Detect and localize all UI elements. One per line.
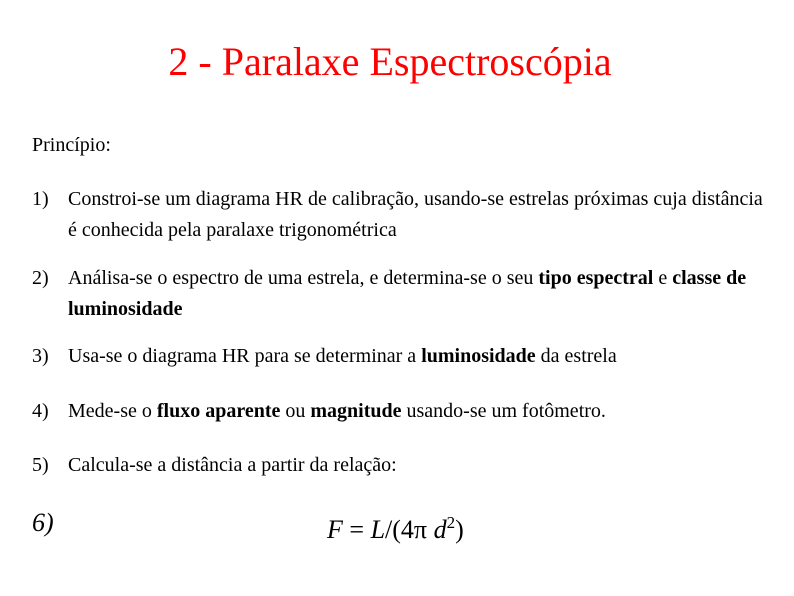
item-number: 3)	[32, 345, 49, 367]
text-run: Análisa-se o espectro de uma estrela, e determina-se o seu	[68, 267, 539, 289]
formula-exponent: 2	[446, 513, 456, 532]
emphasis-tipo-espectral: tipo espectral	[538, 267, 654, 289]
emphasis-magnitude: magnitude	[310, 400, 402, 422]
item-text	[68, 341, 772, 372]
item-number: 5)	[32, 454, 49, 476]
emphasis-fluxo-aparente: fluxo aparente	[156, 400, 281, 422]
list-item-4	[32, 396, 772, 427]
text-run: ou	[280, 400, 311, 422]
text-run: Usa-se o diagrama HR para se determinar a	[68, 345, 422, 367]
list-item-2	[32, 263, 772, 325]
list-item-3	[32, 341, 772, 372]
text-run: e	[653, 267, 673, 289]
item-text: Constroi-se um diagrama HR de calibração, usando-se estrelas próximas cuja distância é conhecida pela paralaxe trigonométrica	[68, 188, 763, 241]
item-number: 1)	[32, 188, 49, 210]
list-item-5	[32, 450, 772, 481]
text-run: usando-se um fotômetro.	[401, 400, 606, 422]
slide-title: 2 - Paralaxe Espectroscópia	[168, 39, 612, 84]
item-text: Calcula-se a distância a partir da relação:	[68, 454, 397, 476]
formula-equals: =	[342, 515, 371, 544]
emphasis-luminosidade: luminosidade	[421, 345, 536, 367]
flux-formula	[327, 505, 464, 548]
formula-open: /(4	[385, 515, 414, 544]
principle-label: Princípio:	[32, 134, 111, 156]
emphasis-classe-luminosidade: classe de luminosidade	[68, 267, 747, 320]
formula-pi: π	[413, 515, 428, 544]
item-6-number: 6)	[32, 508, 54, 537]
item-text	[68, 263, 772, 325]
formula-luminosity-symbol: L	[370, 515, 386, 544]
text-run: da estrela	[535, 345, 617, 367]
item-number: 2)	[32, 267, 49, 289]
formula-close: )	[455, 515, 464, 544]
text-run: Mede-se o	[68, 400, 157, 422]
formula-flux-symbol: F	[327, 515, 343, 544]
list-item-1	[32, 184, 772, 246]
formula-distance-symbol: d	[433, 515, 447, 544]
item-number: 4)	[32, 400, 49, 422]
item-text	[68, 396, 772, 427]
